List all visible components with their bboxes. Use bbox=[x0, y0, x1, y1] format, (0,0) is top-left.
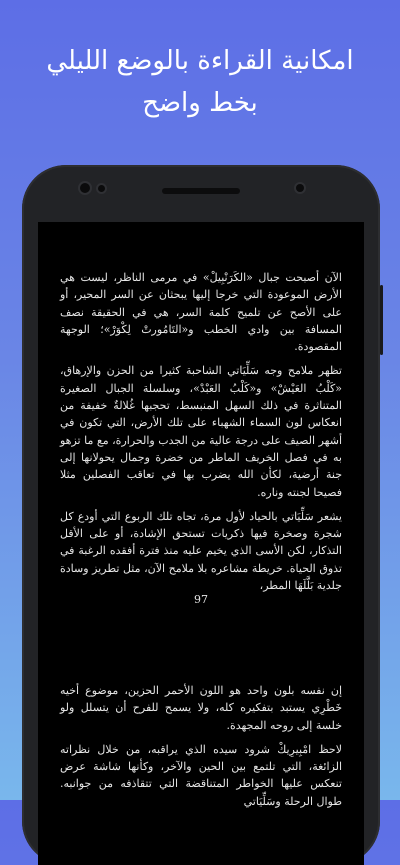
paragraph: تظهر ملامح وجه سَلِّيَاتي الشاحبة كثيرا من الحزن والإرهاق، «كَلْبُ العَيْشْ» و«كَلْبُ العَبْدْ»، وسلسلة الجبال الصغيرة المتناثرة في ذلك السهل المنبسط، تحجبها غُلالةٌ خفيفة من انعكاس لون السماء الشهباء على تلك الأرض، التي تكون في أشهر الصيف على درجة عالية من الجدب والحرارة، مع ما تزهو به في فصل الخريف الماطر من خضرة وجمال يحولانها إلى جنة أرضية، لكأن الله يضرب بها في تعاقب الفصلين مثلا فصيحا لجنته وناره. bbox=[60, 364, 342, 499]
camera-icon bbox=[80, 183, 90, 193]
book-page bbox=[38, 682, 364, 817]
page-divider bbox=[38, 647, 364, 648]
reader-screen[interactable] bbox=[38, 222, 364, 865]
promo-headline bbox=[0, 40, 400, 124]
sensor-icon bbox=[296, 184, 304, 192]
paragraph: يشعر سَلِّيَاتي بالحياد لأول مرة، تجاه تلك الربوع التي أودع كل شجرة وصخرة فيها ذكريات تستحق الإشادة، أو على الأقل التذكار، لكن الأسى الذي يخيم عليه منذ فترة أفقده الرغبة في تذوق الحياة. خريطة مشاعره بلا ملامح الآن، مثل تطريز وسادة جلدية بَلَّلَهَا المطر، bbox=[60, 509, 342, 593]
book-page bbox=[38, 269, 364, 601]
power-button bbox=[380, 285, 383, 355]
speaker-grille bbox=[162, 188, 240, 194]
paragraph: الآن أصبحت جبال «الكَرَنْبِيلْ» في مرمى الناظر، ليست هي الأرض الموعودة التي خرجا إليها يبحثان عن السر المحير، أو على الأصح عن تلميح كلمة السر، هي في الحقيقة نصف المسافة بين وادي الخطب و«التَامُورتْ لِكْوَرْ»؛ الوجهة المقصودة. bbox=[60, 271, 342, 354]
headline-line-1: امكانية القراءة بالوضع الليلي bbox=[46, 46, 354, 76]
paragraph: لاحظ امْبِيرِيكْ شرود سيده الذي يراقبه، من خلال نظراته الزائغة، التي تلتمع بين الحين والآخر، وكأنها شاشة عرض تنعكس عليها الخواطر المتناقضة التي تتقاذفه من جوانبه. طوال الرحلة وسَلِّيَاتي bbox=[60, 742, 342, 808]
headline-line-2: بخط واضح bbox=[142, 88, 258, 118]
paragraph: إن نفسه بلون واحد هو اللون الأحمر الحزين، موضوع أخيه خَطْرِي يستبد بتفكيره كله، ولا يسمح للفرح أن يتسلل ولو خلسة إلى روحه المجهدة. bbox=[60, 684, 342, 732]
camera-icon bbox=[98, 185, 105, 192]
phone-frame bbox=[22, 165, 380, 865]
page-number: 97 bbox=[194, 593, 208, 606]
